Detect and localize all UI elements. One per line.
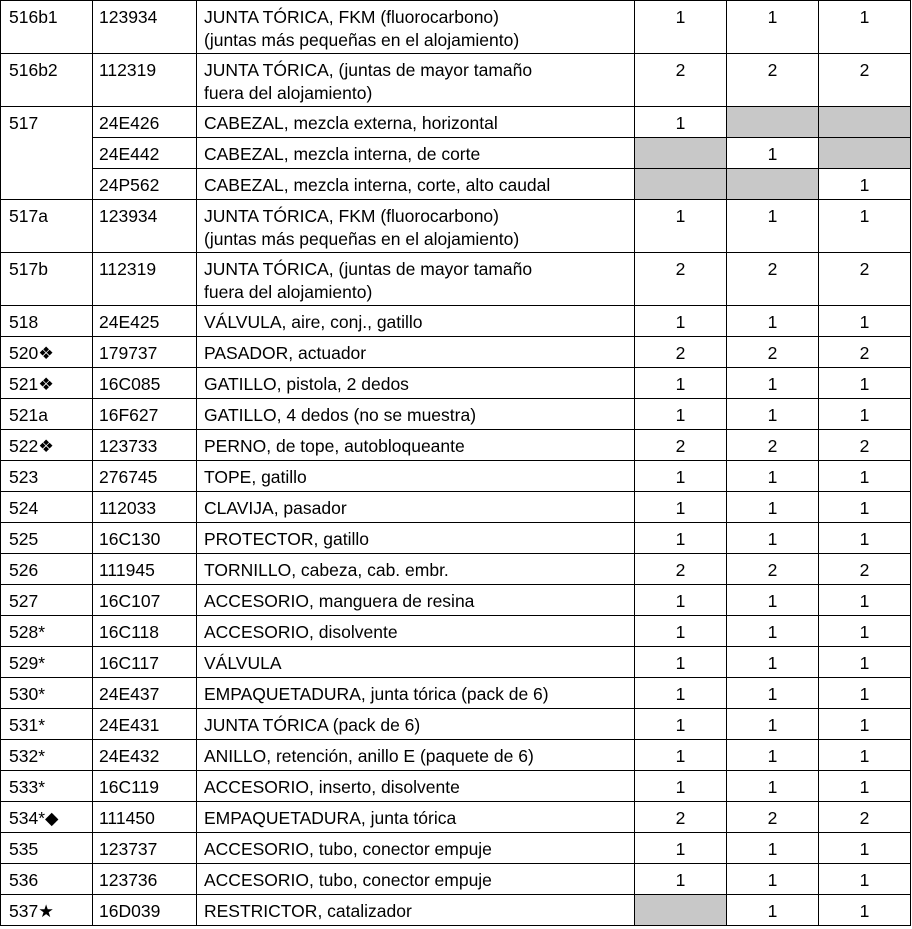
- description-cell: [197, 709, 635, 740]
- quantity-cell-3: 2: [819, 253, 911, 306]
- table-row: [1, 895, 911, 926]
- ref-cell: 536: [1, 864, 93, 895]
- ref-cell: 527: [1, 585, 93, 616]
- description-keyword: CABEZAL: [204, 144, 284, 164]
- quantity-cell-2: 1: [727, 833, 819, 864]
- description-line-2: fuera del alojamiento): [204, 83, 373, 103]
- ref-cell: 526: [1, 554, 93, 585]
- table-row: [1, 678, 911, 709]
- part-number-cell: 112319: [93, 54, 197, 107]
- shaded-not-applicable-cell: [819, 107, 911, 138]
- quantity-cell-1: 2: [635, 802, 727, 833]
- quantity-cell-3: 2: [819, 54, 911, 107]
- part-number-cell: 16C119: [93, 771, 197, 802]
- ref-cell: 521a: [1, 399, 93, 430]
- part-number-cell: 16C118: [93, 616, 197, 647]
- description-keyword: ACCESORIO: [204, 777, 310, 797]
- ref-cell: 517a: [1, 200, 93, 253]
- ref-cell: 516b2: [1, 54, 93, 107]
- description-cell: [197, 554, 635, 585]
- table-row: [1, 616, 911, 647]
- quantity-cell-2: 1: [727, 399, 819, 430]
- quantity-cell-3: 1: [819, 616, 911, 647]
- ref-cell: 524: [1, 492, 93, 523]
- part-number-cell: 24E431: [93, 709, 197, 740]
- table-row: [1, 253, 911, 306]
- description-cell: [197, 368, 635, 399]
- quantity-cell-1: 2: [635, 430, 727, 461]
- ref-cell: 522❖: [1, 430, 93, 461]
- description-cell: [197, 647, 635, 678]
- table-row: [1, 169, 911, 200]
- description-detail: , mezcla interna, corte, alto caudal: [283, 175, 551, 195]
- description-cell: [197, 864, 635, 895]
- part-number-cell: 123934: [93, 1, 197, 54]
- part-number-cell: 112033: [93, 492, 197, 523]
- quantity-cell-3: 2: [819, 554, 911, 585]
- quantity-cell-3: 1: [819, 200, 911, 253]
- table-row: [1, 54, 911, 107]
- quantity-cell-2: 1: [727, 895, 819, 926]
- table-row: [1, 461, 911, 492]
- description-cell: [197, 616, 635, 647]
- table-row: [1, 802, 911, 833]
- part-number-cell: 24E425: [93, 306, 197, 337]
- description-detail: , gatillo: [251, 467, 307, 487]
- description-detail: , FKM (fluorocarbono): [328, 7, 499, 27]
- quantity-cell-1: 1: [635, 1, 727, 54]
- ref-cell: 523: [1, 461, 93, 492]
- shaded-not-applicable-cell: [819, 138, 911, 169]
- ref-cell: 531*: [1, 709, 93, 740]
- description-cell: [197, 492, 635, 523]
- description-keyword: ACCESORIO: [204, 622, 310, 642]
- quantity-cell-2: 2: [727, 253, 819, 306]
- quantity-cell-1: 1: [635, 492, 727, 523]
- ref-cell: 532*: [1, 740, 93, 771]
- part-number-cell: 16F627: [93, 399, 197, 430]
- quantity-cell-3: 1: [819, 399, 911, 430]
- table-row: [1, 833, 911, 864]
- quantity-cell-2: 1: [727, 678, 819, 709]
- part-number-cell: 123736: [93, 864, 197, 895]
- table-row: [1, 864, 911, 895]
- description-keyword: TORNILLO: [204, 560, 292, 580]
- quantity-cell-1: 1: [635, 306, 727, 337]
- description-keyword: VÁLVULA: [204, 312, 282, 332]
- description-detail: , mezcla interna, de corte: [283, 144, 481, 164]
- quantity-cell-2: 1: [727, 864, 819, 895]
- description-keyword: GATILLO: [204, 405, 277, 425]
- quantity-cell-3: 1: [819, 833, 911, 864]
- table-row: [1, 107, 911, 138]
- table-row: [1, 647, 911, 678]
- description-cell: [197, 306, 635, 337]
- description-cell: [197, 802, 635, 833]
- quantity-cell-1: 1: [635, 107, 727, 138]
- quantity-cell-2: 2: [727, 554, 819, 585]
- quantity-cell-2: 1: [727, 138, 819, 169]
- shaded-not-applicable-cell: [635, 138, 727, 169]
- quantity-cell-3: 1: [819, 169, 911, 200]
- description-keyword: PROTECTOR: [204, 529, 314, 549]
- part-number-cell: 24E426: [93, 107, 197, 138]
- quantity-cell-1: 2: [635, 337, 727, 368]
- description-detail: , pasador: [273, 498, 347, 518]
- shaded-not-applicable-cell: [635, 169, 727, 200]
- description-keyword: GATILLO: [204, 374, 277, 394]
- table-row: [1, 523, 911, 554]
- quantity-cell-3: 1: [819, 1, 911, 54]
- description-cell: [197, 253, 635, 306]
- ref-cell: 517: [1, 107, 93, 200]
- part-number-cell: 24E442: [93, 138, 197, 169]
- part-number-cell: 123934: [93, 200, 197, 253]
- table-row: [1, 554, 911, 585]
- table-row: [1, 138, 911, 169]
- quantity-cell-1: 1: [635, 616, 727, 647]
- description-detail: , FKM (fluorocarbono): [328, 206, 499, 226]
- description-keyword: CABEZAL: [204, 175, 284, 195]
- part-number-cell: 123737: [93, 833, 197, 864]
- part-number-cell: 16C085: [93, 368, 197, 399]
- table-row: [1, 1, 911, 54]
- table-row: [1, 430, 911, 461]
- part-number-cell: 16C107: [93, 585, 197, 616]
- part-number-cell: 24E432: [93, 740, 197, 771]
- quantity-cell-1: 1: [635, 740, 727, 771]
- description-cell: [197, 169, 635, 200]
- quantity-cell-1: 1: [635, 585, 727, 616]
- quantity-cell-3: 1: [819, 585, 911, 616]
- ref-cell: 517b: [1, 253, 93, 306]
- description-detail: , tubo, conector empuje: [309, 870, 492, 890]
- description-cell: [197, 107, 635, 138]
- description-detail: , junta tórica (pack de 6): [360, 684, 549, 704]
- quantity-cell-2: 2: [727, 802, 819, 833]
- description-cell: [197, 54, 635, 107]
- quantity-cell-1: 1: [635, 368, 727, 399]
- ref-cell: 535: [1, 833, 93, 864]
- description-detail: (pack de 6): [327, 715, 421, 735]
- description-keyword: JUNTA TÓRICA: [204, 60, 329, 80]
- description-cell: [197, 461, 635, 492]
- table-row: [1, 306, 911, 337]
- quantity-cell-2: 1: [727, 771, 819, 802]
- quantity-cell-2: 1: [727, 200, 819, 253]
- description-keyword: ACCESORIO: [204, 591, 310, 611]
- description-line-2: (juntas más pequeñas en el alojamiento): [204, 30, 520, 50]
- quantity-cell-3: 1: [819, 368, 911, 399]
- description-detail: , inserto, disolvente: [309, 777, 460, 797]
- description-detail: , gatillo: [313, 529, 369, 549]
- ref-cell: 530*: [1, 678, 93, 709]
- part-number-cell: 16D039: [93, 895, 197, 926]
- quantity-cell-3: 1: [819, 709, 911, 740]
- part-number-cell: 276745: [93, 461, 197, 492]
- description-detail: , mezcla externa, horizontal: [283, 113, 498, 133]
- part-number-cell: 16C130: [93, 523, 197, 554]
- quantity-cell-2: 1: [727, 306, 819, 337]
- ref-cell: 518: [1, 306, 93, 337]
- ref-cell: 528*: [1, 616, 93, 647]
- description-cell: [197, 833, 635, 864]
- description-keyword: ACCESORIO: [204, 870, 310, 890]
- table-row: [1, 399, 911, 430]
- description-keyword: TOPE: [204, 467, 252, 487]
- quantity-cell-1: 2: [635, 253, 727, 306]
- description-cell: [197, 895, 635, 926]
- description-cell: [197, 678, 635, 709]
- description-cell: [197, 585, 635, 616]
- part-number-cell: 16C117: [93, 647, 197, 678]
- quantity-cell-1: 1: [635, 461, 727, 492]
- quantity-cell-3: 1: [819, 647, 911, 678]
- quantity-cell-1: 1: [635, 771, 727, 802]
- description-keyword: CLAVIJA: [204, 498, 274, 518]
- table-row: [1, 771, 911, 802]
- quantity-cell-2: 1: [727, 461, 819, 492]
- description-detail: , (juntas de mayor tamaño: [328, 60, 533, 80]
- description-keyword: PASADOR: [204, 343, 289, 363]
- shaded-not-applicable-cell: [635, 895, 727, 926]
- description-detail: , aire, conj., gatillo: [281, 312, 423, 332]
- quantity-cell-2: 1: [727, 740, 819, 771]
- part-number-cell: 123733: [93, 430, 197, 461]
- description-keyword: PERNO: [204, 436, 267, 456]
- quantity-cell-1: 1: [635, 678, 727, 709]
- part-number-cell: 111945: [93, 554, 197, 585]
- table-row: [1, 740, 911, 771]
- quantity-cell-2: 1: [727, 523, 819, 554]
- quantity-cell-1: 1: [635, 833, 727, 864]
- table-row: [1, 709, 911, 740]
- description-detail: , pistola, 2 dedos: [276, 374, 409, 394]
- description-cell: [197, 430, 635, 461]
- quantity-cell-3: 1: [819, 306, 911, 337]
- shaded-not-applicable-cell: [727, 107, 819, 138]
- description-keyword: JUNTA TÓRICA: [204, 7, 329, 27]
- quantity-cell-3: 2: [819, 430, 911, 461]
- shaded-not-applicable-cell: [727, 169, 819, 200]
- table-row: [1, 200, 911, 253]
- quantity-cell-2: 1: [727, 616, 819, 647]
- quantity-cell-1: 1: [635, 523, 727, 554]
- quantity-cell-2: 1: [727, 709, 819, 740]
- quantity-cell-2: 2: [727, 54, 819, 107]
- description-detail: , 4 dedos (no se muestra): [276, 405, 477, 425]
- quantity-cell-2: 2: [727, 430, 819, 461]
- quantity-cell-2: 1: [727, 368, 819, 399]
- description-cell: [197, 138, 635, 169]
- description-detail: , disolvente: [309, 622, 398, 642]
- part-number-cell: 112319: [93, 253, 197, 306]
- part-number-cell: 111450: [93, 802, 197, 833]
- ref-cell: 525: [1, 523, 93, 554]
- description-keyword: JUNTA TÓRICA: [204, 715, 328, 735]
- ref-cell: 520❖: [1, 337, 93, 368]
- description-cell: [197, 200, 635, 253]
- quantity-cell-3: 1: [819, 864, 911, 895]
- table-row: [1, 492, 911, 523]
- description-detail: , de tope, autobloqueante: [266, 436, 465, 456]
- description-keyword: RESTRICTOR: [204, 901, 318, 921]
- quantity-cell-1: 2: [635, 554, 727, 585]
- description-cell: [197, 771, 635, 802]
- description-cell: [197, 740, 635, 771]
- quantity-cell-1: 1: [635, 647, 727, 678]
- quantity-cell-1: 1: [635, 864, 727, 895]
- description-detail: , tubo, conector empuje: [309, 839, 492, 859]
- quantity-cell-1: 1: [635, 399, 727, 430]
- description-keyword: EMPAQUETADURA: [204, 808, 361, 828]
- description-cell: [197, 337, 635, 368]
- quantity-cell-3: 2: [819, 802, 911, 833]
- description-keyword: JUNTA TÓRICA: [204, 206, 329, 226]
- quantity-cell-3: 1: [819, 678, 911, 709]
- part-number-cell: 179737: [93, 337, 197, 368]
- table-row: [1, 368, 911, 399]
- table-row: [1, 337, 911, 368]
- ref-cell: 533*: [1, 771, 93, 802]
- quantity-cell-3: 1: [819, 895, 911, 926]
- ref-cell: 537★: [1, 895, 93, 926]
- description-detail: , actuador: [288, 343, 367, 363]
- parts-table-body: [1, 1, 911, 926]
- description-detail: , manguera de resina: [309, 591, 475, 611]
- description-keyword: ACCESORIO: [204, 839, 310, 859]
- quantity-cell-2: 2: [727, 337, 819, 368]
- quantity-cell-2: 1: [727, 647, 819, 678]
- quantity-cell-1: 2: [635, 54, 727, 107]
- description-line-2: (juntas más pequeñas en el alojamiento): [204, 229, 520, 249]
- quantity-cell-1: 1: [635, 200, 727, 253]
- quantity-cell-2: 1: [727, 585, 819, 616]
- quantity-cell-3: 1: [819, 492, 911, 523]
- quantity-cell-2: 1: [727, 1, 819, 54]
- description-keyword: JUNTA TÓRICA: [204, 259, 329, 279]
- ref-cell: 516b1: [1, 1, 93, 54]
- description-detail: , cabeza, cab. embr.: [291, 560, 449, 580]
- quantity-cell-3: 1: [819, 461, 911, 492]
- part-number-cell: 24P562: [93, 169, 197, 200]
- quantity-cell-3: 1: [819, 523, 911, 554]
- description-detail: , junta tórica: [360, 808, 457, 828]
- description-detail: , (juntas de mayor tamaño: [328, 259, 533, 279]
- description-line-2: fuera del alojamiento): [204, 282, 373, 302]
- quantity-cell-1: 1: [635, 709, 727, 740]
- quantity-cell-3: 2: [819, 337, 911, 368]
- ref-cell: 521❖: [1, 368, 93, 399]
- description-detail: , retención, anillo E (paquete de 6): [266, 746, 534, 766]
- description-keyword: VÁLVULA: [204, 653, 282, 673]
- quantity-cell-3: 1: [819, 771, 911, 802]
- description-keyword: ANILLO: [204, 746, 267, 766]
- description-detail: , catalizador: [317, 901, 412, 921]
- table-row: [1, 585, 911, 616]
- description-cell: [197, 1, 635, 54]
- description-cell: [197, 399, 635, 430]
- ref-cell: 534*◆: [1, 802, 93, 833]
- description-cell: [197, 523, 635, 554]
- description-keyword: CABEZAL: [204, 113, 284, 133]
- part-number-cell: 24E437: [93, 678, 197, 709]
- quantity-cell-3: 1: [819, 740, 911, 771]
- quantity-cell-2: 1: [727, 492, 819, 523]
- description-keyword: EMPAQUETADURA: [204, 684, 361, 704]
- ref-cell: 529*: [1, 647, 93, 678]
